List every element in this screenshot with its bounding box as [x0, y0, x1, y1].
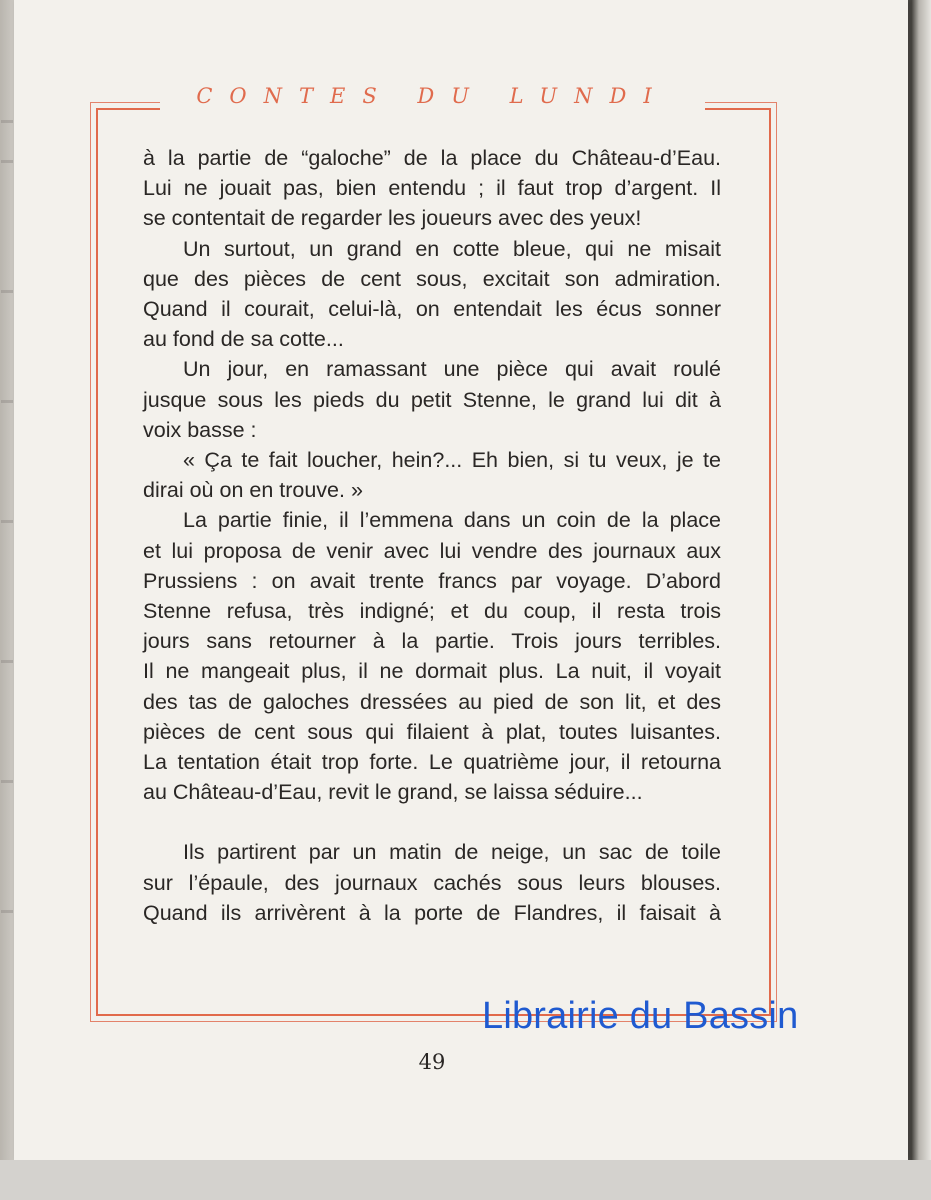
paragraph-5-body: [143, 747, 721, 777]
text-line: Lui ne jouait pas, bien entendu ; il faut trop d’argent. Il: [143, 176, 721, 201]
show-through-mark: [1, 120, 13, 123]
paragraph-6-body: [143, 868, 721, 898]
paragraph-5-body: [143, 566, 721, 596]
paragraph-4-end: [143, 475, 721, 505]
text-line: à la partie de “galoche” de la place du Château-d’Eau.: [143, 146, 721, 170]
show-through-mark: [1, 400, 13, 403]
paragraph-3-end: [143, 415, 721, 445]
paragraph-5: [143, 505, 721, 535]
text-line: au Château-d’Eau, revit le grand, se laissa séduire...: [143, 780, 643, 805]
page-number: 49: [418, 1050, 446, 1074]
paragraph-5-end: [143, 777, 721, 807]
paragraph-3: [143, 354, 721, 384]
show-through-mark: [1, 660, 13, 663]
text-line: Quand ils arrivèrent à la porte de Flandres, il faisait à: [143, 900, 721, 925]
paragraph-2-end: [143, 324, 721, 354]
text-line: des tas de galoches dressées au pied de son lit, et des: [143, 689, 721, 714]
body-text: [143, 143, 721, 928]
paragraph-3-body: [143, 385, 721, 415]
paragraph-6-body: [143, 898, 721, 928]
paragraph-2: [143, 234, 721, 264]
show-through-mark: [1, 290, 13, 293]
text-line: jusque sous les pieds du petit Stenne, le grand lui dit à: [143, 387, 721, 412]
show-through-mark: [1, 520, 13, 523]
watermark-text: Librairie du Bassin: [482, 995, 799, 1037]
background-surface: [0, 1160, 931, 1200]
text-line: et lui proposa de venir avec lui vendre des journaux aux: [143, 538, 721, 563]
text-line: La tentation était trop forte. Le quatrième jour, il retourna: [143, 750, 721, 775]
paragraph-4: [143, 445, 721, 475]
text-line: sur l’épaule, des journaux cachés sous leurs blouses.: [143, 870, 721, 895]
paragraph-5-body: [143, 596, 721, 626]
paragraph-5-body: [143, 687, 721, 717]
text-line: Stenne refusa, très indigné; et du coup, il resta trois: [143, 599, 721, 624]
text-line: pièces de cent sous qui filaient à plat, toutes luisantes.: [143, 719, 721, 744]
text-line: Un surtout, un grand en cotte bleue, qui ne misait: [183, 236, 721, 261]
text-line: voix basse :: [143, 417, 257, 442]
paragraph-5-body: [143, 717, 721, 747]
paragraph-1: [143, 143, 721, 203]
text-line: Il ne mangeait plus, il ne dormait plus. La nuit, il voyait: [143, 659, 721, 684]
text-line: Quand il courait, celui-là, on entendait les écus sonner: [143, 297, 721, 322]
paragraph-2-body: [143, 264, 721, 294]
text-line: La partie finie, il l’emmena dans un coin de la place: [183, 508, 721, 533]
show-through-mark: [1, 910, 13, 913]
text-line: se contentait de regarder les joueurs avec des yeux!: [143, 206, 642, 231]
paragraph-5-body: [143, 626, 721, 656]
show-through-mark: [1, 780, 13, 783]
paragraph-5-body: [143, 656, 721, 686]
text-line: Ils partirent par un matin de neige, un sac de toile: [183, 840, 721, 865]
paragraph-1-end: [143, 203, 721, 233]
paragraph-2-body: [143, 294, 721, 324]
paragraph-5-body: [143, 536, 721, 566]
paragraph-6: [143, 837, 721, 867]
text-line: Un jour, en ramassant une pièce qui avait roulé: [183, 357, 721, 382]
running-head: CONTES DU LUNDI: [196, 84, 669, 108]
text-line: « Ça te fait loucher, hein?... Eh bien, si tu veux, je te: [183, 448, 721, 473]
text-line: jours sans retourner à la partie. Trois jours terribles.: [143, 629, 721, 654]
text-line: que des pièces de cent sous, excitait son admiration.: [143, 266, 721, 291]
text-line: Prussiens : on avait trente francs par voyage. D’abord: [143, 568, 721, 593]
show-through-mark: [1, 160, 13, 163]
text-line: au fond de sa cotte...: [143, 327, 344, 352]
text-line: dirai où on en trouve. »: [143, 478, 363, 503]
